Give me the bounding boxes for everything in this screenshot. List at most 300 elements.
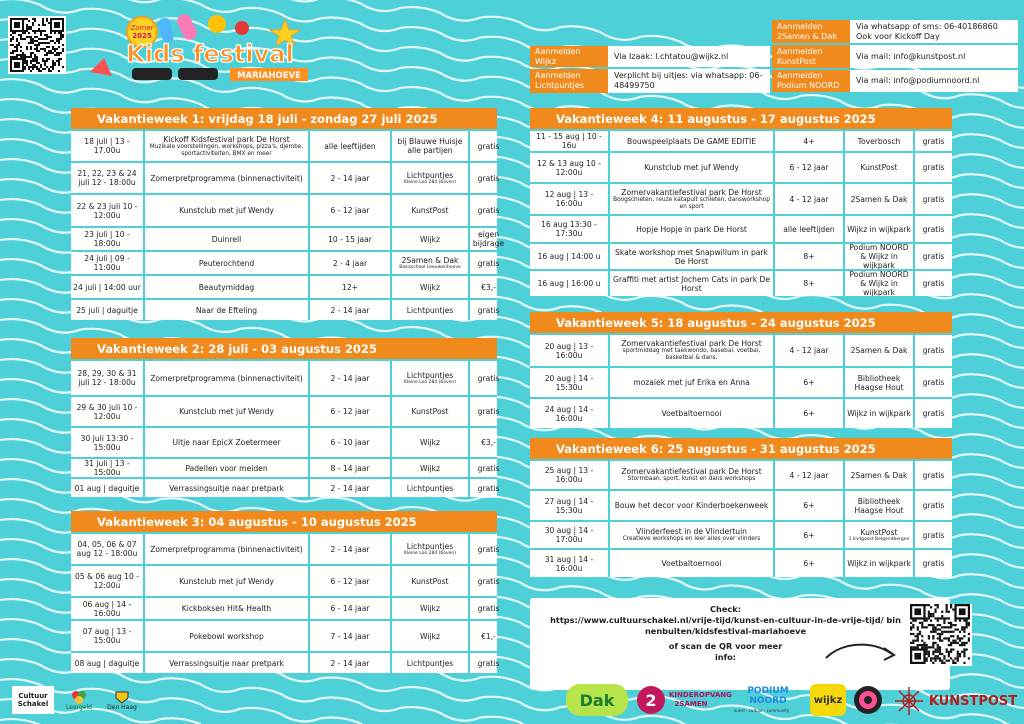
date-cell — [71, 459, 143, 477]
age-cell-text: 6+ — [803, 501, 815, 510]
activity-cell — [143, 163, 308, 193]
activity-row — [530, 459, 952, 489]
price-cell — [468, 131, 507, 161]
organizer-cell-text: Wijkz — [420, 282, 440, 292]
activity-cell — [143, 621, 308, 651]
date-cell — [71, 163, 143, 193]
kunstpost-label: KUNSTPOST — [928, 693, 1018, 709]
organizer-cell-text: Bibliotheek Haagse Hout — [854, 373, 904, 392]
svg-text:2025: 2025 — [132, 32, 152, 40]
price-cell-text: gratis — [922, 346, 945, 355]
age-cell-text: 4 - 12 jaar — [789, 470, 829, 480]
organizer-cell — [390, 397, 468, 426]
date-cell-text: 24 juli | 14:00 uur — [73, 282, 141, 292]
organizer-cell — [843, 131, 913, 151]
price-cell-text: gratis — [477, 373, 500, 383]
activity-row — [71, 274, 497, 298]
activity-row — [530, 548, 952, 577]
organizer-cell-text: Wijkz — [420, 438, 440, 447]
organizer-cell — [843, 491, 913, 520]
organizer-cell-text: Lichtpuntjes — [406, 305, 454, 315]
check-url[interactable]: https://www.cultuurschakel.nl/vrije-tijd/kunst-en-cultuur-in-de-vrije-tijd/ binnenbuiten/kidsfestival-mariahoeve — [550, 615, 901, 636]
price-cell-text: eigen bijdrage — [472, 230, 505, 248]
price-cell-text: gratis — [922, 252, 945, 261]
activity-cell — [143, 566, 308, 596]
price-cell-text: gratis — [477, 463, 500, 473]
organizer-cell — [843, 184, 913, 214]
age-cell — [308, 534, 390, 564]
signup-text: Via Izaak: l.chtatou@wijkz.nl — [608, 46, 770, 67]
2samen-logo — [636, 684, 732, 716]
age-cell — [773, 461, 843, 489]
activity-row — [71, 250, 500, 274]
activity-cell-text: Duinrell — [211, 234, 242, 244]
signup-text: Via mail: info@kunstpost.nl — [850, 45, 1018, 68]
age-cell-text: 6 - 12 jaar — [789, 163, 829, 172]
date-cell — [71, 479, 143, 497]
age-cell — [308, 598, 390, 619]
age-cell — [308, 252, 390, 274]
activity-cell-subtext: Muzikale voorstellingen, workshops, pizza's, djembe, sportactiviteiten, BMX en meer — [149, 143, 304, 157]
activity-cell-text: Zomerpretprogramma (binnenactiviteit) — [150, 544, 303, 554]
price-cell — [913, 491, 952, 520]
organizer-cell — [390, 276, 468, 298]
organizer-cell-text: Wijkz in wijkpark — [847, 559, 911, 568]
date-cell — [530, 216, 608, 242]
kidsfestival-logo — [82, 12, 322, 90]
activity-row — [530, 182, 952, 214]
activity-cell — [608, 216, 773, 242]
age-cell-text: 4 - 12 jaar — [789, 346, 829, 355]
age-cell — [773, 244, 843, 269]
denhaag-logo — [104, 686, 140, 714]
age-cell — [773, 271, 843, 296]
age-cell — [773, 491, 843, 520]
activity-cell — [608, 399, 773, 428]
activity-row — [71, 477, 500, 497]
date-cell-text: 22 & 23 juli 10 - 12:00u — [76, 201, 138, 220]
denhaag-label: Den Haag — [107, 703, 137, 711]
age-cell-text: 6+ — [803, 378, 815, 387]
age-cell — [308, 163, 390, 193]
activity-cell — [608, 131, 773, 151]
date-cell-text: 18 juli | 13 - 17.00u — [84, 137, 130, 155]
activity-row — [71, 129, 500, 161]
price-cell — [913, 550, 952, 577]
price-cell-text: gratis — [922, 470, 945, 480]
check-info-box — [530, 598, 950, 690]
age-cell — [773, 216, 843, 242]
age-cell — [308, 428, 390, 457]
svg-text:Kids festival: Kids festival — [126, 40, 294, 68]
price-cell — [468, 228, 507, 250]
svg-text:MARIAHOEVE: MARIAHOEVE — [237, 71, 301, 81]
price-cell — [913, 461, 952, 489]
age-cell-text: 7 - 14 jaar — [330, 631, 370, 641]
date-cell — [530, 522, 608, 548]
age-cell — [773, 550, 843, 577]
activity-cell — [143, 428, 308, 457]
signup-label: Aanmelden 2Samen & Dak — [772, 20, 850, 43]
date-cell-text: 12 aug | 13 - 16:00u — [544, 190, 594, 208]
activity-row — [530, 366, 952, 397]
activity-row — [530, 242, 952, 269]
check-scan: of scan de QR voor meer info: — [668, 641, 783, 662]
date-cell — [71, 228, 143, 250]
signup-text: Verplicht bij uitjes: via whatsapp: 06-48499750 — [608, 69, 770, 93]
price-cell — [913, 131, 952, 151]
activity-cell-text: Padellen voor meiden — [185, 463, 268, 473]
svg-text:2: 2 — [645, 691, 657, 710]
date-cell-text: 30 juli 13:30 - 15:00u — [80, 433, 134, 452]
organizer-cell-text: 2Samen & Dak — [850, 194, 908, 204]
date-cell-text: 24 aug | 14 - 16:00u — [544, 404, 594, 423]
activity-cell — [608, 550, 773, 577]
activity-row — [71, 564, 500, 596]
organizer-cell-text: Bibliotheek Haagse Hout — [854, 496, 904, 515]
organizer-cell — [390, 428, 468, 457]
date-cell — [530, 461, 608, 489]
activity-row — [530, 214, 952, 242]
price-cell — [468, 163, 507, 193]
age-cell-text: 12+ — [341, 282, 359, 292]
organizer-cell — [390, 566, 468, 596]
date-cell — [530, 335, 608, 366]
price-cell — [468, 598, 507, 619]
price-cell-text: €1,- — [481, 631, 496, 641]
organizer-cell-subtext: Kleine Loo 284 (boven) — [403, 380, 457, 385]
activity-row — [71, 161, 500, 193]
date-cell — [71, 361, 143, 395]
activity-cell-text: Kunstclub met juf Wendy — [179, 407, 274, 416]
activity-row — [71, 298, 500, 320]
activity-row — [530, 520, 952, 548]
price-cell — [913, 184, 952, 214]
activity-cell-subtext: Boogschieten, reuze katapult schieten, dansworkshop en sport — [613, 196, 770, 210]
price-cell-text: gratis — [477, 305, 500, 315]
activity-cell-text: Peuterochtend — [198, 258, 255, 268]
price-cell — [913, 335, 952, 366]
activity-row — [530, 333, 952, 366]
date-cell-text: 31 aug | 14 - 16:00u — [544, 554, 594, 573]
organizer-cell-text: 2Samen & Dak — [850, 346, 908, 355]
price-cell — [468, 534, 507, 564]
week-title: Vakantieweek 3: 04 augustus - 10 augustus 2025 — [71, 511, 497, 532]
activity-cell-text: Vlinderfeest in de Vlindertuin — [635, 527, 747, 536]
age-cell — [773, 522, 843, 548]
price-cell — [468, 300, 507, 320]
activity-cell-text: Kickoff Kidsfestival park De Horst — [163, 134, 290, 144]
organizer-cell-subtext: Kleine Loo 284 (boven) — [403, 551, 457, 556]
activity-cell-text: Naar de Efteling — [195, 305, 258, 315]
week-table — [530, 108, 952, 296]
kunstpost-logo — [892, 684, 1018, 718]
organizer-cell-text: Podium NOORD & Wijkz in wijkpark — [849, 244, 909, 269]
organizer-cell-text: 2Samen & Dak — [401, 256, 459, 265]
age-cell-text: 6+ — [803, 409, 815, 418]
organizer-cell — [390, 300, 468, 320]
age-cell — [308, 459, 390, 477]
organizer-cell-text: Lichtpuntjes — [406, 483, 454, 493]
age-cell-text: alle leeftijden — [324, 141, 376, 151]
age-cell — [773, 153, 843, 182]
age-cell-text: alle leeftijden — [783, 224, 835, 234]
organizer-cell — [390, 195, 468, 226]
price-cell-text: gratis — [477, 576, 500, 586]
activity-cell-text: Bouwspeelplaats De GAME EDITIE — [626, 136, 757, 146]
date-cell-text: 23 juli | 10 - 18:00u — [84, 230, 130, 248]
podiumnoord-sub: kunst · cultuur · community — [734, 708, 790, 713]
organizer-cell — [390, 361, 468, 395]
organizer-cell-text: Wijkz — [420, 234, 440, 244]
price-cell — [468, 479, 507, 497]
organizer-cell — [390, 479, 468, 497]
activity-row — [71, 619, 497, 651]
date-cell-text: 08 aug | daguitje — [74, 658, 140, 668]
week-table — [71, 338, 500, 497]
organizer-cell-text: KunstPost — [411, 576, 449, 586]
date-cell — [71, 428, 143, 457]
price-cell — [913, 368, 952, 397]
price-cell-text: gratis — [922, 136, 945, 146]
price-cell — [913, 271, 952, 296]
activity-cell — [143, 195, 308, 226]
date-cell — [530, 131, 608, 151]
cultuurschakel-logo: Cultuur Schakel — [12, 686, 54, 714]
date-cell-text: 07 aug | 13 - 15:00u — [82, 627, 132, 645]
activity-cell — [143, 598, 308, 619]
organizer-cell-text: Wijkz — [420, 604, 440, 613]
price-cell — [913, 399, 952, 428]
week-title: Vakantieweek 6: 25 augustus - 31 augustus 2025 — [530, 438, 952, 459]
organizer-cell — [390, 131, 468, 161]
date-cell-text: 01 aug | daguitje — [74, 483, 140, 493]
date-cell-text: 16 aug 13:30 - 17:30u — [541, 220, 597, 238]
activity-cell — [608, 153, 773, 182]
age-cell — [308, 479, 390, 497]
age-cell-text: 2 - 14 jaar — [330, 173, 370, 183]
date-cell-text: 11 - 15 aug | 10 - 16u — [536, 132, 602, 150]
price-cell-text: gratis — [477, 141, 500, 151]
activity-cell-text: Zomervakantiefestival park De Horst — [621, 339, 762, 348]
price-cell-text: gratis — [477, 407, 500, 416]
organizer-cell — [843, 216, 913, 242]
age-cell — [308, 300, 390, 320]
activity-cell-text: Kunstclub met juf Wendy — [179, 576, 274, 586]
price-cell-text: gratis — [922, 530, 945, 540]
activity-cell-text: Kunstclub met juf Wendy — [179, 206, 274, 215]
age-cell-text: 2 - 14 jaar — [330, 658, 370, 668]
week-title: Vakantieweek 5: 18 augustus - 24 augustus 2025 — [530, 312, 952, 333]
date-cell — [530, 550, 608, 577]
activity-cell-subtext: Stormbaan, sport, kunst en dans workshops — [627, 476, 756, 482]
age-cell-text: 2 - 14 jaar — [330, 544, 370, 554]
price-cell — [913, 153, 952, 182]
organizer-cell — [390, 653, 468, 673]
activity-cell — [608, 184, 773, 214]
date-cell-text: 05 & 06 aug 10 - 12:00u — [74, 572, 139, 590]
activity-cell — [143, 252, 308, 274]
organizer-cell-text: Wijkz — [420, 463, 440, 473]
organizer-cell — [390, 228, 468, 250]
age-cell-text: 6 - 12 jaar — [330, 407, 370, 416]
date-cell-text: 12 & 13 aug 10 - 12:00u — [536, 158, 601, 177]
price-cell-text: gratis — [477, 604, 500, 613]
price-cell-text: gratis — [922, 378, 945, 387]
activity-cell-text: Pokebowl workshop — [189, 631, 264, 641]
organizer-cell-text: Lichtpuntjes — [406, 171, 454, 180]
age-cell — [308, 397, 390, 426]
organizer-cell — [843, 335, 913, 366]
activity-cell — [143, 479, 308, 497]
age-cell-text: 2 - 14 jaar — [330, 305, 370, 315]
date-cell — [71, 534, 143, 564]
podiumnoord-label: PODIUM NOORD — [747, 686, 789, 706]
activity-cell-text: Hopje Hopje in park De Horst — [636, 224, 747, 234]
activity-cell-text: Voetbaltoernooi — [661, 409, 722, 418]
activity-cell — [608, 335, 773, 366]
price-cell — [468, 361, 507, 395]
organizer-cell — [843, 522, 913, 548]
age-cell-text: 6 - 10 jaar — [330, 438, 370, 447]
activity-cell — [143, 276, 308, 298]
activity-cell — [143, 534, 308, 564]
week-table — [71, 511, 500, 673]
signup-text: Via whatsapp of sms: 06-40186860 Ook voor Kickoff Day — [850, 20, 1018, 43]
date-cell — [71, 621, 143, 651]
price-cell — [468, 252, 507, 274]
price-cell — [468, 566, 507, 596]
activity-cell — [608, 271, 773, 296]
activity-cell-subtext: sportmiddag met taekwondo, basebal, voetbal, basketbal & dans. — [622, 348, 761, 361]
organizer-cell — [843, 461, 913, 489]
price-cell — [913, 216, 952, 242]
price-cell — [913, 522, 952, 548]
activity-cell — [143, 397, 308, 426]
activity-cell-text: Kickboksen Hit& Health — [181, 604, 272, 613]
organizer-cell — [843, 368, 913, 397]
signup-label: Aanmelden Lichtpuntjes — [530, 69, 608, 93]
price-cell-text: gratis — [922, 163, 945, 172]
organizer-cell-text: Lichtpuntjes — [406, 542, 454, 551]
date-cell — [71, 653, 143, 673]
organizer-cell-text: Podium NOORD & Wijkz in wijkpark — [849, 271, 909, 296]
organizer-cell-text: Lichtpuntjes — [406, 371, 454, 380]
organizer-cell-text: Wijkz in wijkpark — [847, 224, 911, 234]
week-table — [530, 312, 952, 428]
activity-row — [71, 226, 505, 250]
activity-cell-text: Bouw het decor voor Kinderboekenweek — [614, 501, 769, 510]
date-cell — [71, 252, 143, 274]
activity-cell-text: Skate workshop met Snapwillum in park De Horst — [615, 247, 768, 266]
age-cell — [773, 368, 843, 397]
activity-cell-text: Uitje naar EpicX Zoetermeer — [172, 438, 281, 447]
price-cell-text: gratis — [922, 501, 945, 510]
price-cell — [468, 195, 507, 226]
age-cell-text: 6+ — [803, 530, 815, 540]
2samen-label: KINDEROPVANG 2SAMEN — [669, 691, 732, 708]
activity-cell — [143, 459, 308, 477]
signup-info-left — [530, 46, 770, 93]
organizer-cell-text: Lichtpuntjes — [406, 658, 454, 668]
dak-logo: Dak — [566, 684, 628, 716]
date-cell-text: 29 & 30 juli 10 - 12:00u — [76, 402, 138, 421]
organizer-cell — [390, 252, 468, 274]
price-cell-text: €3,- — [481, 282, 496, 292]
activity-row — [71, 457, 500, 477]
age-cell-text: 2 - 4 jaar — [332, 258, 368, 268]
activity-cell-text: Voetbaltoernooi — [661, 559, 722, 568]
week-table — [71, 108, 505, 320]
date-cell-text: 16 aug | 14:00 u — [537, 252, 601, 261]
activity-cell-text: Beautymiddag — [198, 282, 255, 292]
price-cell — [468, 428, 507, 457]
date-cell — [530, 271, 608, 296]
age-cell-text: 6 - 14 jaar — [330, 604, 370, 613]
date-cell-text: 20 aug | 14 - 15:30u — [544, 373, 594, 392]
age-cell — [773, 184, 843, 214]
date-cell — [71, 131, 143, 161]
date-cell-text: 24 juli | 09 - 11:00u — [84, 254, 130, 272]
activity-row — [530, 269, 952, 296]
organizer-cell — [390, 534, 468, 564]
date-cell-text: 25 aug | 13 - 16:00u — [544, 466, 594, 484]
age-cell — [308, 131, 390, 161]
activity-cell-text: Verrassingsuitje naar pretpark — [169, 483, 284, 493]
age-cell-text: 6 - 12 jaar — [330, 576, 370, 586]
arrow-icon — [822, 638, 902, 668]
organizer-cell — [843, 271, 913, 296]
activity-row — [530, 151, 952, 182]
price-cell-text: gratis — [922, 409, 945, 418]
age-cell-text: 8+ — [803, 252, 815, 261]
age-cell — [308, 653, 390, 673]
activity-row — [71, 651, 500, 673]
price-cell-text: gratis — [477, 258, 500, 268]
date-cell — [530, 244, 608, 269]
organizer-cell-text: KunstPost — [411, 407, 449, 416]
date-cell-text: 25 juli | daguitje — [76, 305, 138, 315]
age-cell — [308, 195, 390, 226]
price-cell — [468, 653, 507, 673]
activity-cell — [608, 368, 773, 397]
date-cell — [71, 598, 143, 619]
age-cell-text: 6 - 12 jaar — [330, 206, 370, 215]
age-cell — [308, 621, 390, 651]
activity-cell — [143, 653, 308, 673]
week-title: Vakantieweek 4: 11 augustus - 17 augustus 2025 — [530, 108, 952, 129]
organizer-cell-subtext: 1 lindgoost Belgendbergen — [848, 537, 910, 542]
date-cell-text: 30 aug | 14 - 17:00u — [544, 526, 594, 544]
age-cell-text: 4+ — [803, 136, 815, 146]
leergeld-label: Leergeld — [66, 703, 92, 711]
organizer-cell-text: Wijkz — [420, 631, 440, 641]
age-cell — [308, 276, 390, 298]
activity-row — [530, 129, 952, 151]
organizer-cell — [843, 399, 913, 428]
activity-cell-text: Zomerpretprogramma (binnenactiviteit) — [150, 173, 303, 183]
organizer-cell — [390, 621, 468, 651]
date-cell-text: 27 aug | 14 - 15:30u — [544, 496, 594, 515]
price-cell-text: gratis — [477, 173, 500, 183]
week-table — [530, 438, 952, 577]
price-cell — [468, 397, 507, 426]
activity-cell — [608, 491, 773, 520]
activity-cell — [143, 131, 308, 161]
activity-cell-text: Zomervakantiefestival park De Horst — [621, 187, 762, 197]
date-cell — [71, 397, 143, 426]
age-cell — [773, 335, 843, 366]
